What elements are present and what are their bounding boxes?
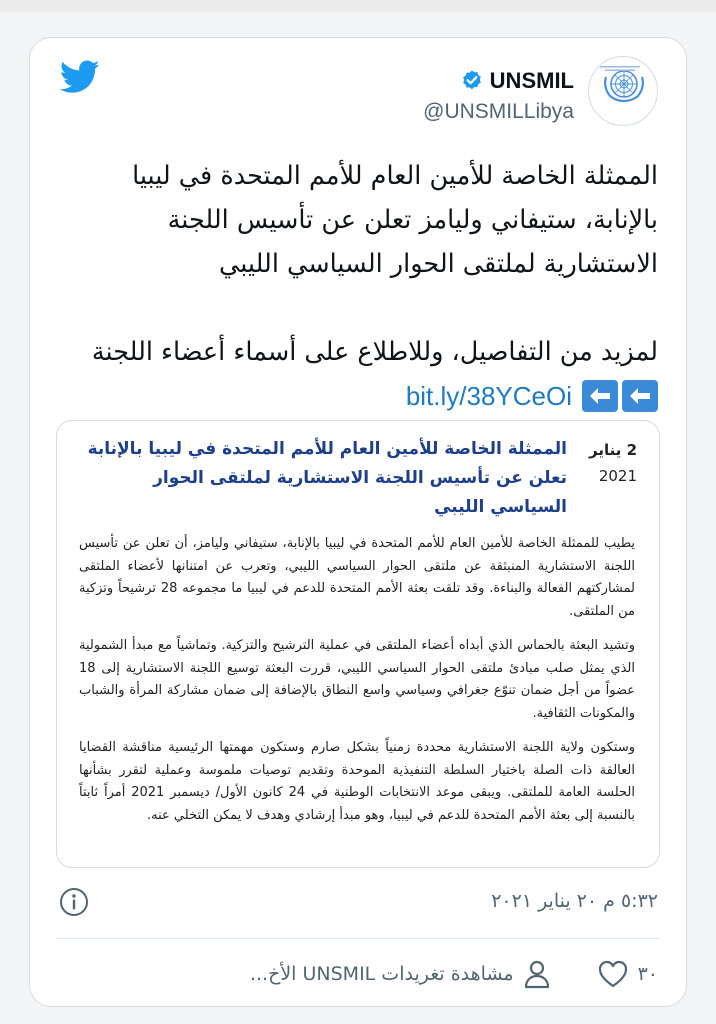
tweet-line: بالإنابة، ستيفاني وليامز تعلن عن تأسيس اللجنة: [167, 205, 658, 235]
document-date: [589, 437, 637, 489]
person-icon: [524, 959, 550, 989]
document-body: [79, 533, 635, 839]
top-strip: [0, 0, 716, 12]
tweet-line: الممثلة الخاصة للأمين العام للأمم المتحدة في ليبيا: [132, 161, 658, 191]
tweet-card: [29, 37, 687, 1007]
arrow-left-icon: [622, 380, 658, 412]
account-name-row[interactable]: [460, 66, 574, 96]
tweet-link[interactable]: bit.ly/38YCeOi: [405, 381, 572, 411]
avatar-caption-lines: [597, 65, 643, 73]
tweet-text: [58, 154, 658, 418]
twitter-bird-icon[interactable]: [60, 60, 100, 94]
verified-badge-icon: [460, 69, 484, 93]
document-date-year: 2021: [598, 467, 637, 485]
tweet-timestamp[interactable]: ٥:٣٢ م ٢٠ يناير ٢٠٢١: [491, 890, 658, 912]
avatar[interactable]: [588, 56, 658, 126]
tweet-line: الاستشارية لملتقى الحوار السياسي الليبي: [218, 249, 658, 279]
arrow-left-icon: [582, 380, 618, 412]
display-name: UNSMIL: [489, 68, 574, 93]
like-count: ٣٠: [637, 963, 658, 985]
link-row: [58, 374, 658, 418]
account-handle[interactable]: @UNSMILLibya: [423, 100, 574, 123]
view-more-tweets-link[interactable]: [250, 959, 550, 989]
tweet-line: لمزيد من التفاصيل، وللاطلاع على أسماء أعضاء اللجنة: [91, 337, 658, 367]
document-paragraph: يطيب للممثلة الخاصة للأمين العام للأمم المتحدة في ليبيا بالإنابة، ستيفاني وليامز، أن تعلن عن تأسيس اللجنة الاستشارية المنبثقة عن ملتقى الحوار السياسي الليبي، وتعرب عن امتنانها لأعضاء الملتقى لمشاركتهم الفعالة والبناءة. وقد تلقت بعثة الأمم المتحدة للدعم في ليبيا ما مجموعه 28 ترشيحاً وتزكية من الملتقى.: [79, 536, 635, 619]
document-paragraph: وتشيد البعثة بالحماس الذي أبداه أعضاء الملتقى في عملية الترشيح والتزكية. وتماشياً مع مبدأ الشمولية الذي يمثل صلب مبادئ ملتقى الحوار السياسي الليبي، قررت البعثة توسيع اللجنة الاستشارية إلى 18 عضواً من أجل ضمان تنوّع جغرافي وسياسي واسع النطاق بالإضافة إلى ضمان مشاركة المرأة والشباب والمكونات الثقافية.: [79, 638, 635, 721]
info-icon[interactable]: [58, 886, 90, 918]
document-date-day: 2 يناير: [588, 441, 637, 459]
document-paragraph: وستكون ولاية اللجنة الاستشارية محددة زمنياً بشكل صارم وستكون مهمتها الرئيسية مناقشة القضايا العالقة ذات الصلة باختيار السلطة التنفيذية الموحدة وتقديم توصيات ملموسة وعملية لتقرر بشأنها الحلسة العامة للملتقى. ويبقى موعد الانتخابات الوطنية في 24 كانون الأول/ ديسمبر 2021 أمراً ثابتاً بالنسبة إلى بعثة الأمم المتحدة للدعم في ليبيا، وهو مبدأ إرشادي وهدف لا يمكن التخلي عنه.: [79, 740, 635, 823]
like-button[interactable]: [598, 960, 658, 988]
action-bar: [58, 954, 658, 994]
document-title: الممثلة الخاصة للأمين العام للأمم المتحدة في ليبيا بالإنابة تعلن عن تأسيس اللجنة الاستشارية لملتقى الحوار السياسي الليبي: [87, 439, 567, 517]
press-release-image[interactable]: [56, 420, 660, 868]
view-more-label: مشاهدة تغريدات UNSMIL الأخ...: [249, 963, 514, 985]
divider: [56, 938, 660, 939]
heart-icon: [598, 960, 628, 988]
